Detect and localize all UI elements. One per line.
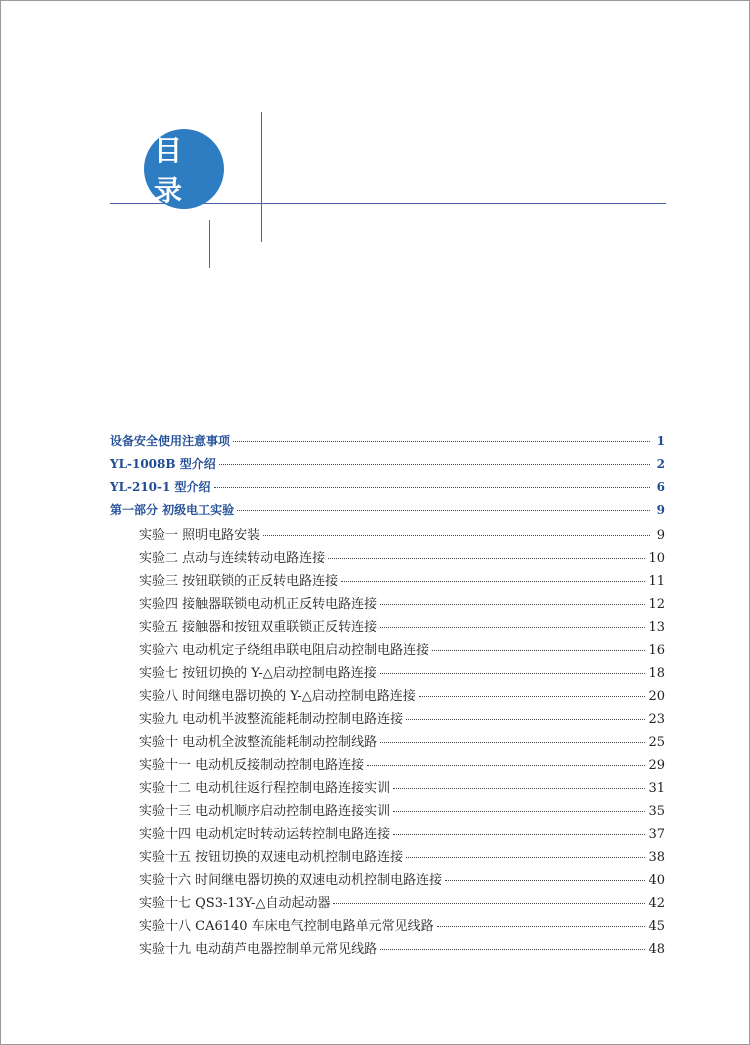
toc-entry[interactable] xyxy=(110,455,665,478)
dot-leader xyxy=(367,765,645,766)
toc-entry-page-number: 6 xyxy=(656,480,665,494)
toc-entry-page-number: 45 xyxy=(648,919,665,934)
dot-leader xyxy=(214,487,650,488)
dot-leader xyxy=(437,926,646,927)
toc-entry[interactable] xyxy=(110,685,665,708)
toc-entry-page-number: 10 xyxy=(648,551,665,566)
page-title: 目 录 xyxy=(154,134,193,207)
header-vertical-rule xyxy=(261,112,262,242)
dot-leader xyxy=(263,535,650,536)
dot-leader xyxy=(445,880,645,881)
toc-entry[interactable] xyxy=(110,570,665,593)
toc-entry-page-number: 18 xyxy=(648,666,665,681)
dot-leader xyxy=(380,742,645,743)
toc-entry-page-number: 13 xyxy=(648,620,665,635)
dot-leader xyxy=(393,811,645,812)
toc-entry[interactable] xyxy=(110,547,665,570)
toc-entry-title: 实验九 电动机半波整流能耗制动控制电路连接 xyxy=(139,712,404,727)
toc-entry[interactable] xyxy=(110,616,665,639)
toc-entry-page-number: 25 xyxy=(648,735,665,750)
toc-entry-title: 实验六 电动机定子绕组串联电阻启动控制电路连接 xyxy=(139,643,430,658)
toc-entry-title: YL-1008B 型介绍 xyxy=(110,457,216,471)
toc-entry[interactable] xyxy=(110,524,665,547)
dot-leader xyxy=(328,558,645,559)
title-badge xyxy=(144,129,224,209)
toc-entry[interactable] xyxy=(110,478,665,501)
dot-leader xyxy=(406,857,645,858)
dot-leader xyxy=(219,464,650,465)
toc-entry-title: 实验十九 电动葫芦电器控制单元常见线路 xyxy=(139,942,378,957)
toc-entry-title: 实验三 按钮联锁的正反转电路连接 xyxy=(139,574,339,589)
toc-entry[interactable] xyxy=(110,777,665,800)
toc-entry[interactable] xyxy=(110,432,665,455)
toc-entry-page-number: 2 xyxy=(656,457,665,471)
toc-entry[interactable] xyxy=(110,639,665,662)
toc-entry-title: 设备安全使用注意事项 xyxy=(110,434,231,448)
dot-leader xyxy=(393,834,645,835)
dot-leader xyxy=(380,949,645,950)
toc-entry-title: 实验十八 CA6140 车床电气控制电路单元常见线路 xyxy=(139,919,434,934)
dot-leader xyxy=(419,696,646,697)
toc-entry-title: 实验十四 电动机定时转动运转控制电路连接 xyxy=(139,827,391,842)
toc-entry-page-number: 40 xyxy=(648,873,665,888)
toc-entry-title: 实验十二 电动机往返行程控制电路连接实训 xyxy=(139,781,391,796)
toc-entry-title: 实验一 照明电路安装 xyxy=(139,528,261,543)
toc-entry[interactable] xyxy=(110,754,665,777)
toc-entry-title: 实验二 点动与连续转动电路连接 xyxy=(139,551,326,566)
toc-entry-page-number: 42 xyxy=(648,896,665,911)
toc-entry-page-number: 20 xyxy=(648,689,665,704)
toc-entry-page-number: 35 xyxy=(648,804,665,819)
toc-entry[interactable] xyxy=(110,501,665,524)
toc-entry-page-number: 11 xyxy=(648,574,665,589)
toc-entry-title: 实验十一 电动机反接制动控制电路连接 xyxy=(139,758,365,773)
toc-entry[interactable] xyxy=(110,800,665,823)
toc-entry-title: 实验四 接触器联锁电动机正反转电路连接 xyxy=(139,597,378,612)
toc-entry-page-number: 12 xyxy=(648,597,665,612)
toc-entry-page-number: 9 xyxy=(656,503,665,517)
toc-entry-page-number: 1 xyxy=(656,434,665,448)
toc-entry-title: 第一部分 初级电工实验 xyxy=(110,503,235,517)
dot-leader xyxy=(406,719,645,720)
dot-leader xyxy=(380,604,645,605)
toc-entry[interactable] xyxy=(110,869,665,892)
toc-entry[interactable] xyxy=(110,938,665,961)
toc-entry[interactable] xyxy=(110,823,665,846)
toc-entry-title: 实验十六 时间继电器切换的双速电动机控制电路连接 xyxy=(139,873,443,888)
toc-entry[interactable] xyxy=(110,846,665,869)
table-of-contents xyxy=(110,432,665,961)
dot-leader xyxy=(393,788,645,789)
toc-entry-title: 实验八 时间继电器切换的 Y-△启动控制电路连接 xyxy=(139,689,416,704)
toc-entry[interactable] xyxy=(110,662,665,685)
toc-entry[interactable] xyxy=(110,915,665,938)
toc-entry-page-number: 38 xyxy=(648,850,665,865)
dot-leader xyxy=(233,441,650,442)
toc-entry-title: YL-210-1 型介绍 xyxy=(110,480,211,494)
toc-entry-title: 实验七 按钮切换的 Y-△启动控制电路连接 xyxy=(139,666,377,681)
toc-entry-page-number: 23 xyxy=(648,712,665,727)
toc-entry-page-number: 37 xyxy=(648,827,665,842)
dot-leader xyxy=(237,510,650,511)
dot-leader xyxy=(333,903,645,904)
toc-entry-page-number: 9 xyxy=(656,528,665,543)
toc-entry-page-number: 16 xyxy=(648,643,665,658)
toc-entry-title: 实验十五 按钮切换的双速电动机控制电路连接 xyxy=(139,850,404,865)
toc-entry-page-number: 48 xyxy=(648,942,665,957)
toc-entry[interactable] xyxy=(110,708,665,731)
toc-entry-title: 实验十三 电动机顺序启动控制电路连接实训 xyxy=(139,804,391,819)
dot-leader xyxy=(380,627,645,628)
toc-entry-title: 实验五 接触器和按钮双重联锁正反转连接 xyxy=(139,620,378,635)
toc-entry[interactable] xyxy=(110,593,665,616)
header-vertical-rule-short xyxy=(209,220,210,268)
toc-entry[interactable] xyxy=(110,892,665,915)
dot-leader xyxy=(380,673,646,674)
toc-entry[interactable] xyxy=(110,731,665,754)
toc-entry-page-number: 29 xyxy=(648,758,665,773)
toc-entry-title: 实验十七 QS3-13Y-△自动起动器 xyxy=(139,896,331,911)
dot-leader xyxy=(341,581,645,582)
dot-leader xyxy=(432,650,645,651)
toc-entry-page-number: 31 xyxy=(648,781,665,796)
toc-entry-title: 实验十 电动机全波整流能耗制动控制线路 xyxy=(139,735,378,750)
